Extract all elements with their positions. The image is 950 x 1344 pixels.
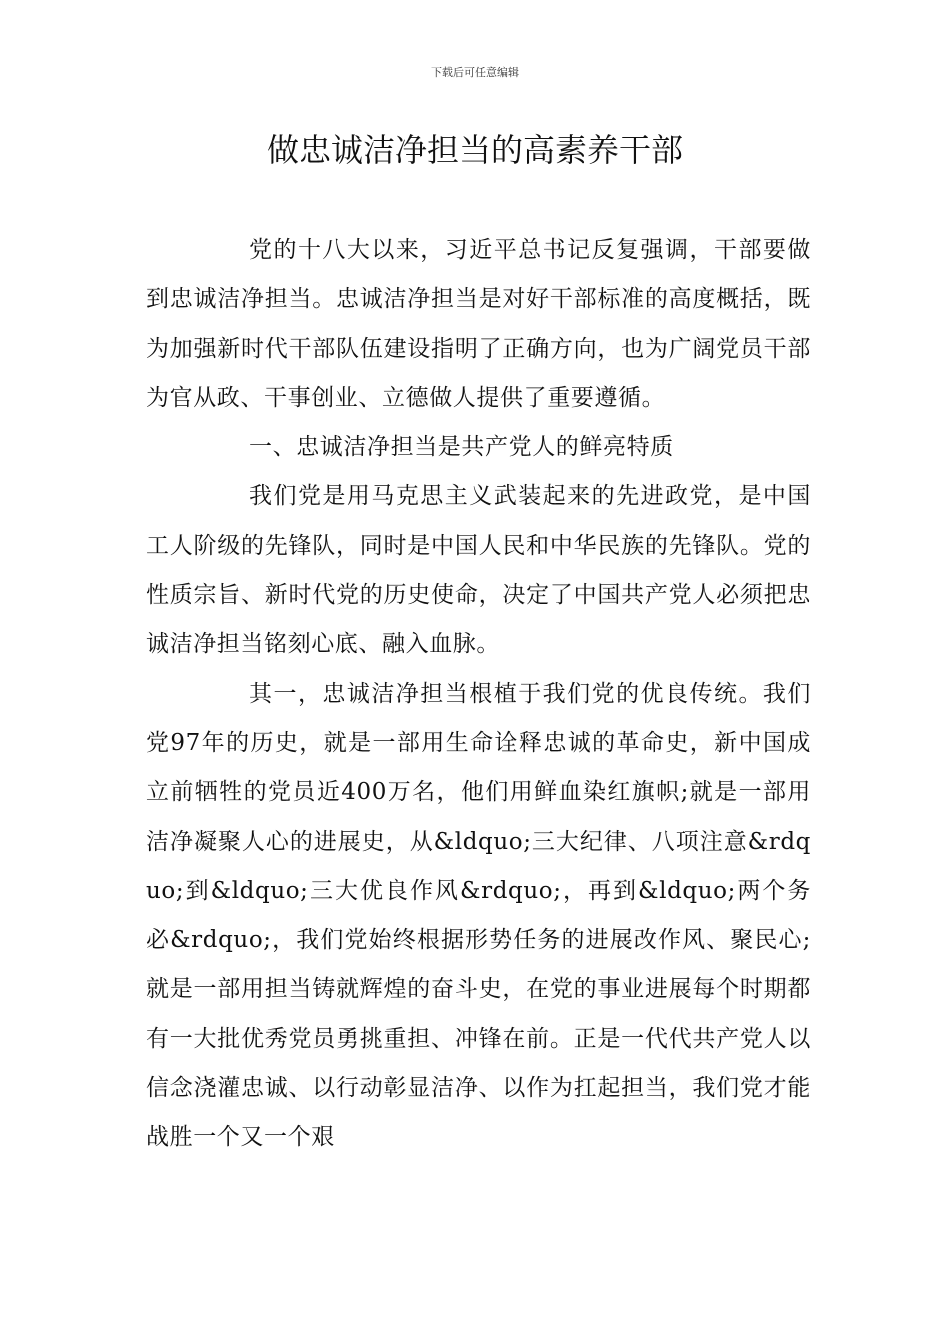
document-title: 做忠诚洁净担当的高素养干部 [266, 131, 683, 169]
section-heading-1: 一、忠诚洁净担当是共产党人的鲜亮特质 [249, 434, 674, 461]
paragraph-tradition: 其一，忠诚洁净担当根植于我们党的优良传统。我们党97年的历史，就是一部用生命诠释忠诚的革命史，新中国成立前牺牲的党员近400万名，他们用鲜血染红旗帜;就是一部用洁净凝聚人心的进展史，从&ldquo;三大纪律、八项注意&rdquo;到&ldquo;三大优良作风&rdquo;，再到&ldquo;两个务必&rdquo;，我们党始终根据形势任务的进展改作风、聚民心;就是一部用担当铸就辉煌的奋斗史，在党的事业进展每个时期都有一大批优秀党员勇挑重担、冲锋在前。正是一代代共产党人以信念浇灌忠诚、以行动彰显洁净、以作为扛起担当，我们党才能战胜一个又一个艰 [146, 680, 811, 1151]
paragraph-intro: 党的十八大以来，习近平总书记反复强调，干部要做到忠诚洁净担当。忠诚洁净担当是对好干部标准的高度概括，既为加强新时代干部队伍建设指明了正确方向，也为广阔党员干部为官从政、干事创业、立德做人提供了重要遵循。 [146, 237, 811, 411]
header-note: 下载后可任意编辑 [431, 66, 519, 79]
document-body [146, 226, 811, 1163]
paragraph-party-nature: 我们党是用马克思主义武装起来的先进政党，是中国工人阶级的先锋队，同时是中国人民和中华民族的先锋队。党的性质宗旨、新时代党的历史使命，决定了中国共产党人必须把忠诚洁净担当铭刻心底、融入血脉。 [146, 483, 811, 658]
